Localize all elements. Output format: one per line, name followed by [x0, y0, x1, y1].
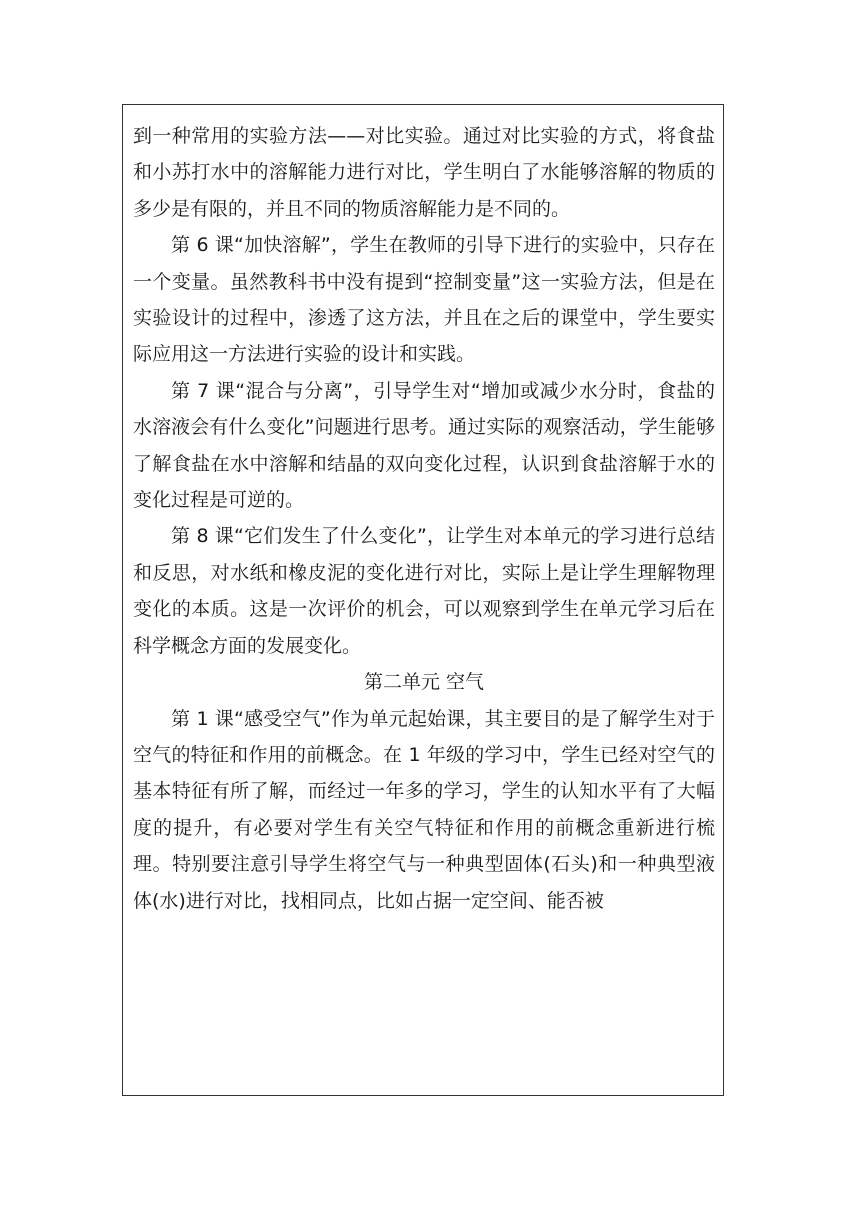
paragraph-continuation: 到一种常用的实验方法——对比实验。通过对比实验的方式，将食盐和小苏打水中的溶解能力进行对比，学生明白了水能够溶解的物质的多少是有限的，并且不同的物质溶解能力是不同的。 — [133, 125, 715, 220]
document-body — [133, 118, 715, 919]
section-heading-unit-2: 第二单元 空气 — [363, 671, 485, 694]
paragraph-lesson-7: 第 7 课“混合与分离”，引导学生对“增加或减少水分时，食盐的水溶液会有什么变化”问题进行思考。通过实际的观察活动，学生能够了解食盐在水中溶解和结晶的双向变化过程，认识到食盐溶解于水的变化过程是可逆的。 — [133, 379, 715, 512]
paragraph-lesson-8: 第 8 课“它们发生了什么变化”，让学生对本单元的学习进行总结和反思，对水纸和橡皮泥的变化进行对比，实际上是让学生理解物理变化的本质。这是一次评价的机会，可以观察到学生在单元学习后在科学概念方面的发展变化。 — [133, 525, 715, 657]
document-frame — [122, 104, 724, 1096]
paragraph-unit-2-lesson-1: 第 1 课“感受空气”作为单元起始课，其主要目的是了解学生对于空气的特征和作用的前概念。在 1 年级的学习中，学生已经对空气的基本特征有所了解，而经过一年多的学习，学生的认知水平有了大幅度的提升，有必要对学生有关空气特征和作用的前概念重新进行梳理。特别要注意引导学生将空气与一种典型固体(石头)和一种典型液体(水)进行对比，找相同点，比如占据一定空间、能否被 — [133, 707, 715, 912]
paragraph-lesson-6: 第 6 课“加快溶解”，学生在教师的引导下进行的实验中，只存在一个变量。虽然教科书中没有提到“控制变量”这一实验方法，但是在实验设计的过程中，渗透了这方法，并且在之后的课堂中，学生要实际应用这一方法进行实验的设计和实践。 — [133, 234, 715, 366]
